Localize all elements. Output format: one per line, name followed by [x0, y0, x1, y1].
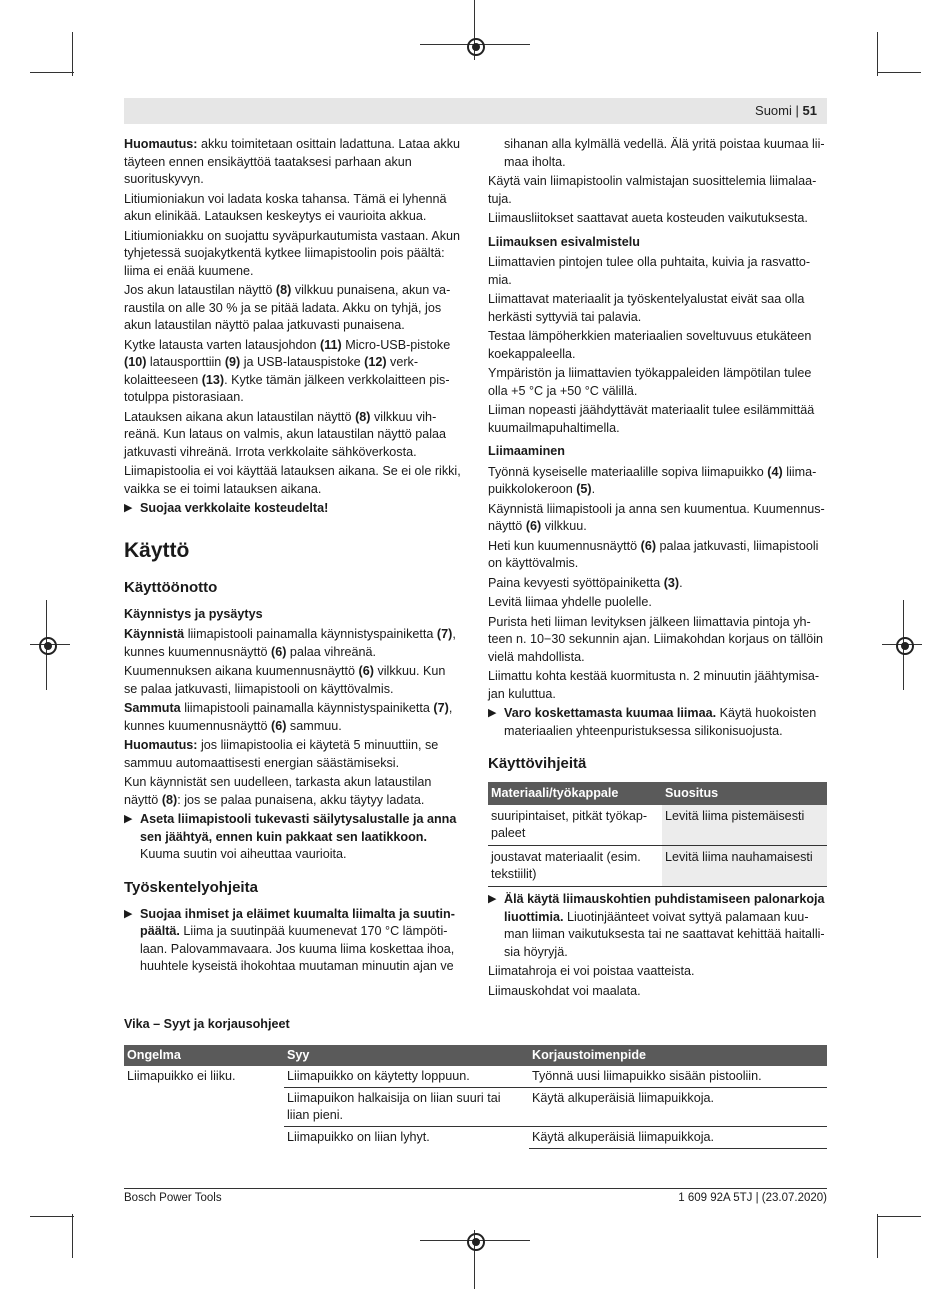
paragraph: Litiumioniakku on suojattu syväpurkautumista vastaan. Akun tyhjetessä suojakytkentä kytkee liimapistoolin pois päältä: liima ei enää kuumene.: [124, 228, 461, 278]
paragraph: Purista heti liiman levityksen jälkeen liimattavia pintoja yhteen n. 10−30 sekunnin ajan. Liimakohdan korjaus on tällöin vielä mahdollista.: [488, 614, 824, 664]
table-cell: Käytä alkuperäisiä liimapuikkoja.: [529, 1088, 827, 1127]
paragraph: Huomautus: jos liimapistoolia ei käytetä 5 minuuttiin, se sammuu automaattisesti energian säästämiseksi.: [124, 738, 439, 770]
crop-mark: [30, 72, 74, 73]
paragraph: Liimauskohdat voi maalata.: [488, 983, 641, 998]
minor-heading: Käynnistys ja pysäytys: [124, 606, 263, 621]
crop-mark: [72, 32, 73, 76]
table-cell: Liimapuikko ei liiku.: [127, 1069, 236, 1083]
triangle-right-icon: ▶: [124, 907, 133, 920]
table-cell: suuripintaiset, pitkät työkappaleet: [488, 805, 662, 846]
table-cell: Levitä liima pistemäisesti: [662, 805, 827, 846]
footer-doc-id: 1 609 92A 5TJ | (23.07.2020): [678, 1192, 827, 1204]
paragraph: Liimattavat materiaalit ja työskentelyalustat eivät saa olla herkästi syttyviä tai palavia.: [488, 292, 805, 324]
paragraph: Käynnistä liimapistooli painamalla käynnistyspainiketta (7), kunnes kuumennusnäyttö (6) palaa vihreänä.: [124, 627, 456, 659]
warning-bullet: ▶ Suojaa verkkolaite kosteudelta!: [124, 500, 462, 518]
paragraph: Levitä liimaa yhdelle puolelle.: [488, 595, 652, 609]
table-row: [124, 1127, 827, 1149]
right-column: [488, 136, 827, 1002]
table-row: [124, 1066, 827, 1088]
subsection-heading: Käyttövihjeitä: [488, 755, 587, 772]
table-cell: Käytä alkuperäisiä liimapuikkoja.: [529, 1127, 827, 1149]
crosshair-registration-icon: [37, 635, 59, 657]
paragraph: Paina kevyesti syöttöpainiketta (3).: [488, 575, 683, 590]
paragraph: sihanan alla kylmällä vedellä. Älä yritä poistaa kuumaa liimaa iholta.: [504, 137, 825, 169]
footer-divider: [124, 1188, 827, 1189]
triangle-right-icon: ▶: [124, 502, 133, 514]
triangle-right-icon: ▶: [488, 707, 497, 719]
header-text: [755, 103, 817, 118]
table-header: Korjaustoimenpide: [529, 1045, 827, 1066]
paragraph: Käytä vain liimapistoolin valmistajan suosittelemia liimalaatuja.: [488, 174, 817, 206]
crop-mark: [877, 1214, 878, 1258]
table-row: [124, 1088, 827, 1127]
fault-table: [124, 1045, 827, 1149]
warning-bullet: ▶ Älä käytä liimauskohtien puhdistamiseen palonarkoja liuottimia. Liuotinjäänteet voivat syttyä palamaan kuuman liiman vaikutuksesta tai ne saattavat kehittää haitallisia höyryjä.: [488, 892, 825, 959]
paragraph: Liimausliitokset saattavat aueta kosteuden vaikutuksesta.: [488, 211, 808, 225]
table-header: Materiaali/työkappale: [488, 782, 662, 805]
paragraph: Huomautus: akku toimitetaan osittain ladattuna. Lataa akku täyteen ennen ensikäyttöä taataksesi parhaan akun suorituskyvyn.: [124, 137, 461, 186]
paragraph: Liimattu kohta kestää kuormitusta n. 2 minuutin jäähtymisajan kuluttua.: [488, 669, 820, 701]
paragraph: Sammuta liimapistooli painamalla käynnistyspainiketta (7), kunnes kuumennusnäyttö (6) sammuu.: [124, 701, 453, 733]
table-header-row: [124, 1045, 827, 1066]
paragraph: Liimattavien pintojen tulee olla puhtaita, kuivia ja rasvattomia.: [488, 255, 811, 287]
table-cell: Liimapuikko on liian lyhyt.: [287, 1130, 430, 1144]
header-separator: |: [795, 103, 799, 118]
paragraph: Liiman nopeasti jäähdyttävät materiaalit tulee esilämmittää kuumailmapuhaltimella.: [488, 403, 815, 435]
fault-table-title: Vika – Syyt ja korjausohjeet: [124, 1017, 290, 1031]
table-cell: Liimapuikon halkaisija on liian suuri tai liian pieni.: [284, 1088, 529, 1127]
table-row: [488, 805, 827, 846]
crop-mark: [72, 1214, 73, 1258]
paragraph: Latauksen aikana akun lataustilan näyttö (8) vilkkuu vihreänä. Kun lataus on valmis, akun lataustilan näyttö palaa jatkuvasti vihreänä. Irrota verkkolaite sähköverkosta.: [124, 409, 447, 459]
table-cell: joustavat materiaalit (esim. tekstiilit): [488, 846, 662, 887]
minor-heading: Liimauksen esivalmistelu: [488, 234, 640, 249]
page-header: [124, 98, 827, 124]
table-cell: Liimapuikko on käytetty loppuun.: [284, 1066, 529, 1088]
crop-mark: [30, 1216, 74, 1217]
paragraph: Ympäristön ja liimattavien työkappaleiden lämpötilan tulee olla +5 °C ja +50 °C välillä.: [488, 366, 812, 398]
minor-heading: Liimaaminen: [488, 444, 565, 458]
crop-mark: [877, 1216, 921, 1217]
paragraph: Heti kun kuumennusnäyttö (6) palaa jatkuvasti, liimapistooli on käyttövalmis.: [488, 538, 819, 570]
paragraph: Testaa lämpöherkkien materiaalien soveltuvuus etukäteen koekappaleella.: [488, 329, 812, 361]
crop-mark: [877, 72, 921, 73]
crop-mark: [877, 32, 878, 76]
paragraph: Liimapistoolia ei voi käyttää latauksen aikana. Se ei ole rikki, vaikka se ei toimi latauksen aikana.: [124, 464, 461, 496]
triangle-right-icon: ▶: [488, 893, 497, 905]
table-cell: Levitä liima nauhamaisesti: [662, 846, 827, 887]
paragraph: Liimatahroja ei voi poistaa vaatteista.: [488, 964, 695, 978]
left-column: [124, 136, 462, 978]
warning-bullet: ▶ Suojaa ihmiset ja eläimet kuumalta liimalta ja suutinpäältä. Liima ja suutinpää kuumenevat 170 °C lämpötilaan. Palovammavaara. Jos kuuma liima koskettaa ihoa, huuhtele kyseistä ihokohtaa muutaman minuutin ajan ve: [124, 906, 455, 973]
paragraph: Työnnä kyseiselle materiaalille sopiva liimapuikko (4) liimapuikkolokeroon (5).: [488, 464, 817, 496]
warning-bullet: ▶ Varo koskettamasta kuumaa liimaa. Käytä huokoisten materiaalien yhteenpuristuksessa silikonisuojusta.: [488, 706, 817, 738]
crosshair-registration-icon: [894, 635, 916, 657]
paragraph: Käynnistä liimapistooli ja anna sen kuumentua. Kuumennusnäyttö (6) vilkkuu.: [488, 501, 825, 533]
paragraph: Kun käynnistät sen uudelleen, tarkasta akun lataustilan näyttö (8): jos se palaa punaisena, akku täytyy ladata.: [124, 775, 432, 807]
table-header: Syy: [284, 1045, 529, 1066]
table-row: [488, 846, 827, 887]
subsection-heading: Työskentelyohjeita: [124, 878, 258, 896]
footer-publisher: Bosch Power Tools: [124, 1192, 222, 1204]
warning-bullet: ▶ Aseta liimapistooli tukevasti säilytysalustalle ja anna sen jäähtyä, ennen kuin pakkaat sen laatikkoon. Kuuma suutin voi aiheuttaa vaurioita.: [124, 812, 457, 861]
crosshair-registration-icon: [465, 36, 487, 58]
usage-tips-table: [488, 782, 827, 887]
subsection-heading: Käyttöönotto: [124, 578, 218, 596]
paragraph: Jos akun lataustilan näyttö (8) vilkkuu punaisena, akun varaustila on alle 30 % ja se pitää ladata. Akku on tyhjä, jos akun lataustilan näyttö palaa jatkuvasti punaisena.: [124, 283, 451, 332]
page-number: 51: [802, 103, 817, 118]
section-heading: Käyttö: [124, 538, 190, 562]
paragraph: Kytke latausta varten latausjohdon (11) Micro-USB-pistoke (10) latausporttiin (9) ja USB-latauspistoke (12) verkkolaitteeseen (13). Kytke tämän jälkeen verkkolaitteen pistotulppa pistorasiaan.: [124, 337, 451, 404]
paragraph: Kuumennuksen aikana kuumennusnäyttö (6) vilkkuu. Kun se palaa jatkuvasti, liimapistooli on käyttövalmis.: [124, 664, 446, 696]
header-language: Suomi: [755, 103, 792, 118]
table-header: Ongelma: [124, 1045, 284, 1066]
crosshair-registration-icon: [465, 1231, 487, 1253]
table-header: Suositus: [662, 782, 827, 805]
paragraph: Litiumioniakun voi ladata koska tahansa. Tämä ei lyhennä akun elinikää. Latauksen keskeytys ei vaurioita akkua.: [124, 191, 447, 223]
table-header-row: [488, 782, 827, 805]
triangle-right-icon: ▶: [124, 813, 133, 825]
table-cell: Työnnä uusi liimapuikko sisään pistooliin.: [529, 1066, 827, 1088]
